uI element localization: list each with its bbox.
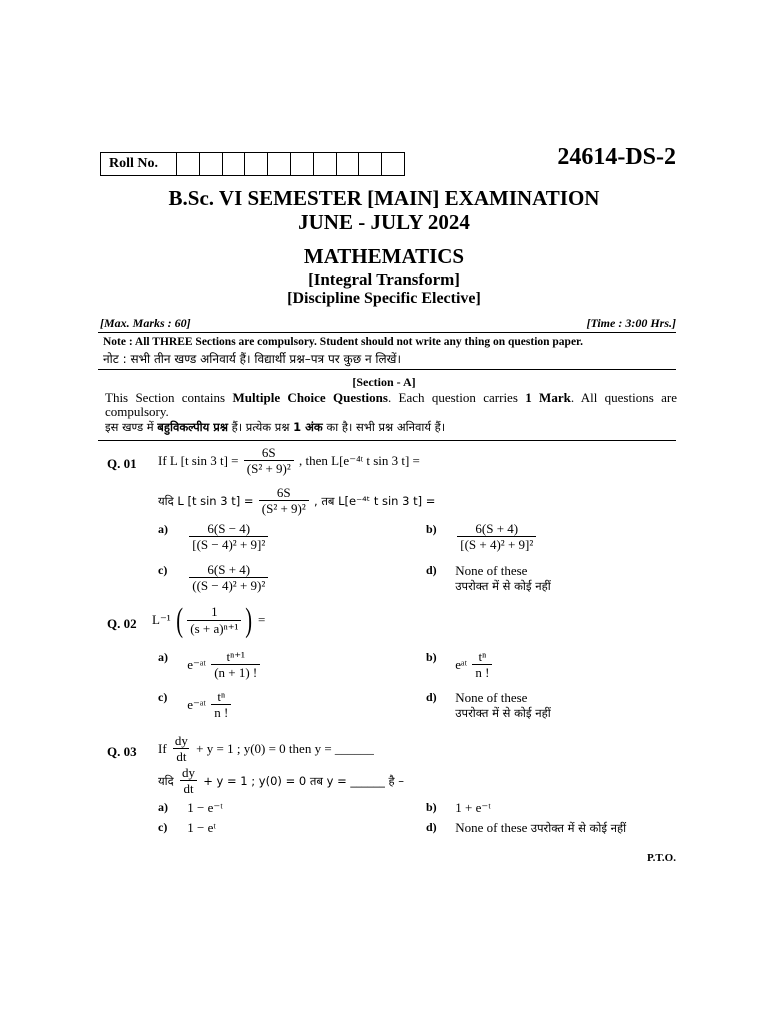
instructions-bold: 1 अंक bbox=[293, 420, 323, 434]
instructions-text: . All questions are compulsory. bbox=[105, 390, 677, 419]
option-text: 1 − eᵗ bbox=[187, 820, 216, 835]
option-b[interactable] bbox=[426, 522, 538, 554]
numerator: dy bbox=[174, 733, 188, 748]
fraction bbox=[189, 522, 268, 554]
paper-category: [Discipline Specific Elective] bbox=[287, 290, 481, 307]
option-c[interactable] bbox=[158, 563, 270, 595]
option-label: c) bbox=[158, 563, 168, 577]
numerator: tⁿ bbox=[217, 689, 226, 704]
fraction bbox=[457, 522, 536, 554]
numerator: 6(S + 4) bbox=[207, 562, 251, 577]
option-label: d) bbox=[426, 563, 437, 577]
section-title: [Section - A] bbox=[352, 375, 416, 389]
exponential: e⁻ᵃᵗ bbox=[187, 656, 206, 672]
option-c[interactable] bbox=[158, 820, 216, 836]
denominator: (S² + 9)² bbox=[259, 500, 309, 517]
divider bbox=[98, 369, 676, 370]
question-text: + y = 1 ; y(0) = 0 तब y = ______ है – bbox=[203, 773, 405, 788]
roll-digit-box bbox=[359, 153, 382, 175]
option-text bbox=[455, 690, 550, 721]
option-a[interactable] bbox=[158, 522, 270, 554]
left-paren: ( bbox=[176, 602, 184, 639]
roll-digit-box bbox=[337, 153, 360, 175]
option-b[interactable] bbox=[426, 800, 491, 816]
right-paren: ) bbox=[245, 602, 253, 639]
instructions-text: . Each question carries bbox=[387, 390, 526, 405]
question-text: If bbox=[158, 740, 167, 756]
page-turn-over: P.T.O. bbox=[646, 852, 676, 864]
option-label: c) bbox=[158, 690, 168, 704]
fraction bbox=[189, 563, 268, 595]
paper-name: [Integral Transform] bbox=[308, 270, 460, 289]
option-text-hindi: उपरोक्त में से कोई नहीं bbox=[455, 706, 551, 720]
numerator: 6S bbox=[261, 445, 276, 460]
numerator: tⁿ⁺¹ bbox=[226, 649, 245, 664]
numerator: 1 bbox=[211, 604, 218, 620]
numerator: 6(S − 4) bbox=[207, 521, 251, 536]
option-label: c) bbox=[158, 820, 168, 834]
option-text-english: None of these bbox=[455, 820, 528, 835]
instructions-text: का है। सभी प्रश्न अनिवार्य हैं। bbox=[322, 420, 446, 434]
question-text: If L [t sin 3 t] = bbox=[158, 452, 239, 468]
denominator: [(S − 4)² + 9]² bbox=[189, 536, 268, 553]
instructions-text: हैं। प्रत्येक प्रश्न bbox=[227, 420, 294, 434]
fraction bbox=[211, 690, 231, 722]
time-allowed: [Time : 3:00 Hrs.] bbox=[586, 316, 676, 330]
roll-digit-box bbox=[200, 153, 223, 175]
option-label: d) bbox=[426, 690, 437, 704]
question-1-hindi bbox=[158, 486, 435, 518]
roll-number-box bbox=[100, 152, 405, 176]
instructions-bold: Multiple Choice Questions bbox=[232, 390, 388, 405]
fraction bbox=[187, 605, 241, 637]
numerator: tⁿ bbox=[478, 649, 487, 664]
option-text-english: None of these bbox=[455, 563, 528, 578]
question-text: , then L[e⁻⁴ᵗ t sin 3 t] = bbox=[299, 452, 420, 468]
note-english: Note : All THREE Sections are compulsory. Student should not write any thing on question paper. bbox=[103, 336, 583, 348]
option-text-english: None of these bbox=[455, 690, 528, 705]
option-label: a) bbox=[158, 800, 168, 814]
option-text: 1 − e⁻ᵗ bbox=[187, 800, 223, 815]
option-a[interactable] bbox=[158, 650, 262, 682]
denominator: n ! bbox=[472, 664, 492, 681]
paper-code: 24614-DS-2 bbox=[557, 144, 676, 170]
question-3-english bbox=[158, 734, 374, 766]
roll-digit-box bbox=[245, 153, 268, 175]
instructions-bold: बहुविकल्पीय प्रश्न bbox=[157, 420, 228, 434]
denominator: dt bbox=[173, 748, 189, 765]
question-text: , तब L[e⁻⁴ᵗ t sin 3 t] = bbox=[314, 493, 436, 508]
option-text-hindi: उपरोक्त में से कोई नहीं bbox=[530, 821, 627, 835]
denominator: ((S − 4)² + 9)² bbox=[189, 577, 268, 594]
note-hindi: नोट : सभी तीन खण्ड अनिवार्य हैं। विद्यार्थी प्रश्न–पत्र पर कुछ न लिखें। bbox=[103, 352, 402, 366]
question-number: Q. 02 bbox=[107, 616, 137, 631]
roll-digit-box bbox=[382, 153, 404, 175]
denominator: [(S + 4)² + 9]² bbox=[457, 536, 536, 553]
option-text-hindi: उपरोक्त में से कोई नहीं bbox=[455, 579, 551, 593]
exam-title: B.Sc. VI SEMESTER [MAIN] EXAMINATION bbox=[168, 186, 600, 210]
option-text: 1 + e⁻ᵗ bbox=[455, 800, 491, 815]
option-d[interactable] bbox=[426, 563, 551, 594]
option-b[interactable] bbox=[426, 650, 494, 682]
equals-sign: = bbox=[258, 611, 266, 627]
instructions-bold: 1 Mark bbox=[525, 390, 571, 405]
fraction bbox=[472, 650, 492, 682]
fraction bbox=[211, 650, 260, 682]
question-text: यदि bbox=[158, 773, 174, 788]
max-marks: [Max. Marks : 60] bbox=[100, 316, 191, 330]
instructions-text: इस खण्ड में bbox=[105, 420, 158, 434]
section-instructions-hindi bbox=[105, 420, 445, 435]
denominator: (S² + 9)² bbox=[244, 460, 294, 477]
divider bbox=[98, 440, 676, 441]
question-number: Q. 03 bbox=[107, 744, 137, 759]
denominator: (n + 1) ! bbox=[211, 664, 260, 681]
fraction bbox=[244, 446, 294, 478]
inverse-laplace: L⁻¹ bbox=[152, 611, 171, 627]
exam-session: JUNE - JULY 2024 bbox=[298, 210, 470, 234]
option-label: b) bbox=[426, 522, 437, 536]
question-2-expression bbox=[152, 604, 265, 638]
question-3-hindi bbox=[158, 766, 404, 798]
section-instructions bbox=[105, 391, 677, 419]
fraction bbox=[259, 486, 309, 518]
divider bbox=[98, 332, 676, 333]
option-d[interactable] bbox=[426, 820, 626, 836]
option-label: a) bbox=[158, 650, 168, 664]
question-1-english bbox=[158, 446, 420, 478]
numerator: 6S bbox=[276, 485, 291, 500]
denominator: n ! bbox=[211, 704, 231, 721]
roll-number-label: Roll No. bbox=[101, 153, 177, 175]
option-label: b) bbox=[426, 650, 437, 664]
roll-digit-box bbox=[268, 153, 291, 175]
numerator: 6(S + 4) bbox=[475, 521, 519, 536]
fraction bbox=[172, 734, 191, 766]
numerator: dy bbox=[182, 765, 196, 780]
exponential: e⁻ᵃᵗ bbox=[187, 696, 206, 712]
option-c[interactable] bbox=[158, 690, 233, 722]
subject-title: MATHEMATICS bbox=[303, 244, 465, 268]
option-text bbox=[455, 563, 550, 594]
fraction bbox=[179, 766, 198, 798]
roll-digit-box bbox=[177, 153, 200, 175]
roll-digit-box bbox=[314, 153, 337, 175]
question-number: Q. 01 bbox=[107, 456, 137, 471]
roll-digit-box bbox=[291, 153, 314, 175]
question-text: + y = 1 ; y(0) = 0 then y = ______ bbox=[196, 740, 374, 756]
exponential: eᵃᵗ bbox=[455, 656, 468, 672]
roll-digit-box bbox=[223, 153, 246, 175]
option-label: b) bbox=[426, 800, 437, 814]
denominator: (s + a)ⁿ⁺¹ bbox=[187, 620, 241, 637]
denominator: dt bbox=[180, 780, 196, 797]
instructions-text: This Section contains bbox=[105, 390, 233, 405]
option-label: a) bbox=[158, 522, 168, 536]
option-d[interactable] bbox=[426, 690, 551, 721]
option-label: d) bbox=[426, 820, 437, 834]
question-text: यदि L [t sin 3 t] = bbox=[158, 493, 254, 508]
option-a[interactable] bbox=[158, 800, 223, 816]
